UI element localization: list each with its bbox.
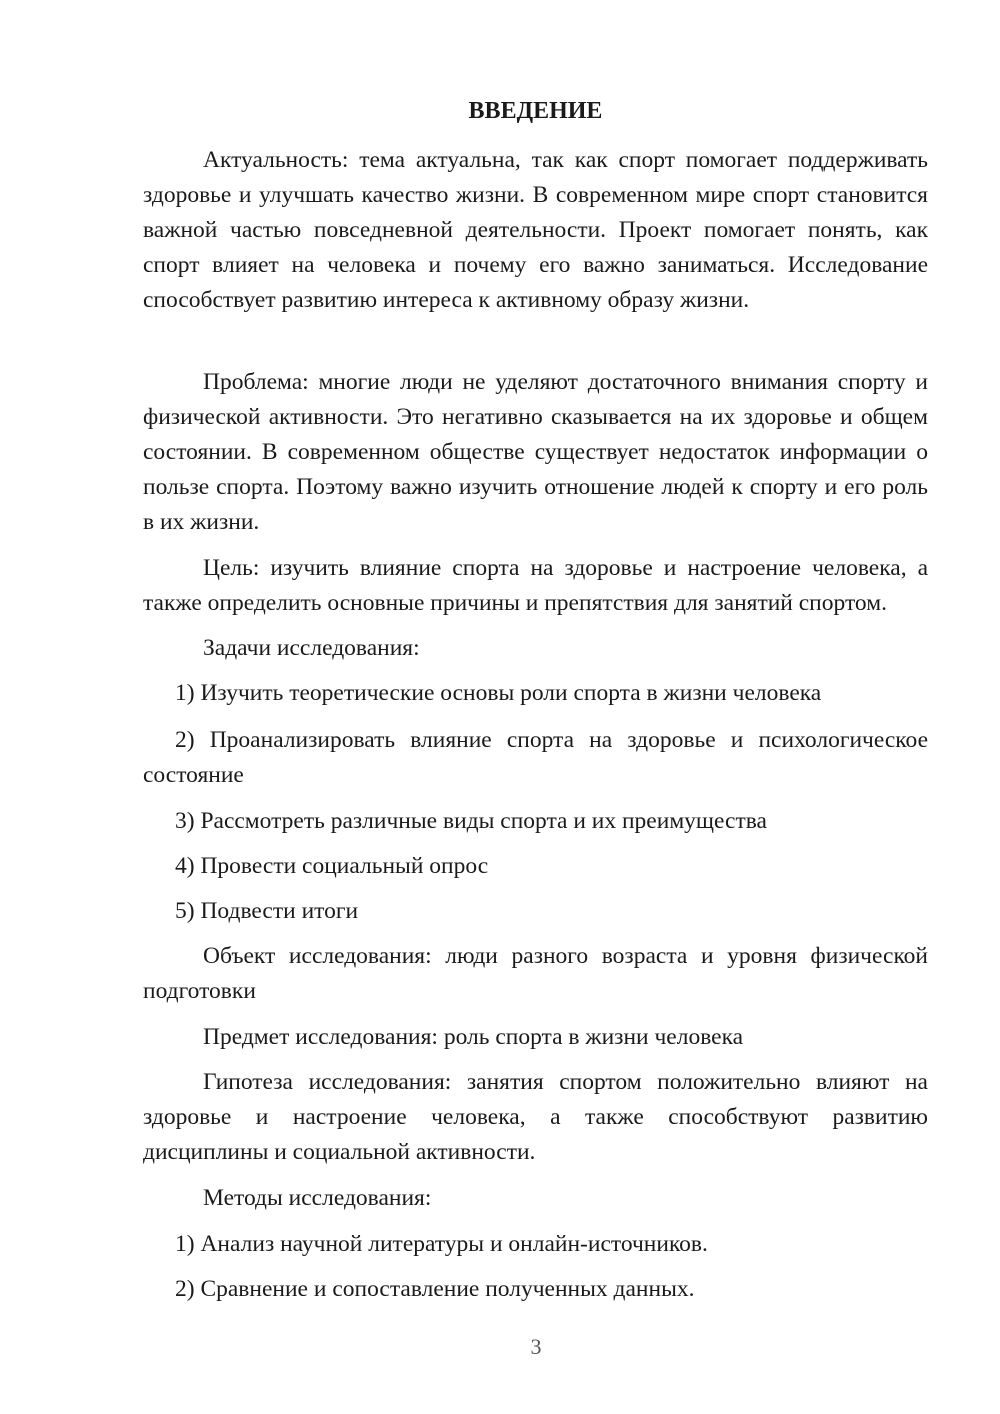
methods-title: Методы исследования: bbox=[203, 1185, 432, 1211]
task-item-5: 5) Подвести итоги bbox=[175, 898, 359, 924]
hypothesis-paragraph: Гипотеза исследования: занятия спортом положительно влияют на здоровье и настроение человека, а также способствуют развитию дисциплины и социальной активности. bbox=[143, 1069, 928, 1165]
subject-paragraph: Предмет исследования: роль спорта в жизни человека bbox=[203, 1024, 744, 1050]
goal-paragraph: Цель: изучить влияние спорта на здоровье и настроение человека, а также определить основные причины и препятствия для занятий спортом. bbox=[143, 555, 928, 616]
page-number: 3 bbox=[530, 1334, 542, 1359]
page-heading: ВВЕДЕНИЕ bbox=[468, 98, 603, 124]
method-item-2: 2) Сравнение и сопоставление полученных данных. bbox=[175, 1276, 695, 1302]
task-item-2: 2) Проанализировать влияние спорта на здоровье и психологическое состояние bbox=[143, 727, 928, 788]
relevance-paragraph: Актуальность: тема актуальна, так как спорт помогает поддерживать здоровье и улучшать качество жизни. В современном мире спорт становится важной частью повседневной деятельности. Проект помогает понять, как спорт влияет на человека и почему его важно заниматься. Исследование способствует развитию интереса к активному образу жизни. bbox=[143, 147, 928, 313]
task-item-4: 4) Провести социальный опрос bbox=[175, 853, 489, 879]
method-item-1: 1) Анализ научной литературы и онлайн-источников. bbox=[175, 1231, 708, 1257]
task-item-3: 3) Рассмотреть различные виды спорта и их преимущества bbox=[175, 808, 767, 834]
object-paragraph: Объект исследования: люди разного возраста и уровня физической подготовки bbox=[143, 943, 928, 1004]
tasks-title: Задачи исследования: bbox=[203, 635, 420, 661]
task-item-1: 1) Изучить теоретические основы роли спорта в жизни человека bbox=[175, 680, 822, 706]
problem-paragraph: Проблема: многие люди не уделяют достаточного внимания спорту и физической активности. Это негативно сказывается на их здоровье и общем состоянии. В современном обществе существует недостаток информации о пользе спорта. Поэтому важно изучить отношение людей к спорту и его роль в их жизни. bbox=[143, 369, 928, 535]
